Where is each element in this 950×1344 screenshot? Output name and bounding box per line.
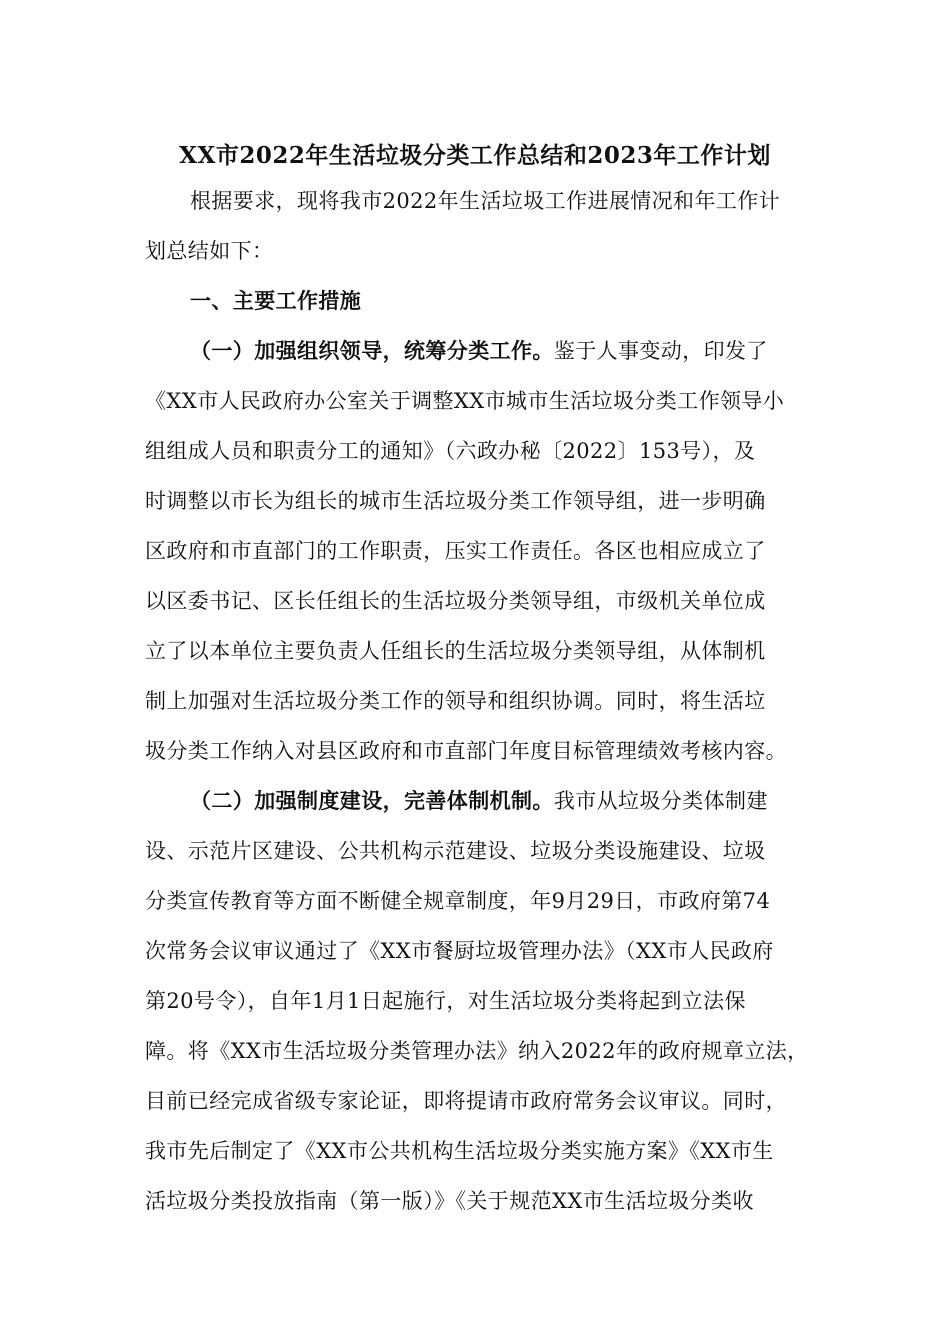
paragraph-line bbox=[190, 336, 768, 366]
document-title: XX市2022年生活垃圾分类工作总结和2023年工作计划 bbox=[179, 142, 771, 169]
paragraph-text: 我市从垃圾分类体制建 bbox=[553, 789, 768, 813]
intro-line: 根据要求，现将我市2022年生活垃圾工作进展情况和年工作计 bbox=[190, 189, 781, 213]
paragraph-line: 区政府和市直部门的工作职责，压实工作责任。各区也相应成立了 bbox=[145, 539, 766, 563]
paragraph-line: 次常务会议审议通过了《XX市餐厨垃圾管理办法》（XX市人民政府 bbox=[145, 939, 774, 963]
intro-line: 划总结如下： bbox=[145, 239, 274, 263]
paragraph-line: 我市先后制定了《XX市公共机构生活垃圾分类实施方案》《XX市生 bbox=[145, 1139, 774, 1163]
paragraph-line: 以区委书记、区长任组长的生活垃圾分类领导组，市级机关单位成 bbox=[145, 589, 766, 613]
section-heading: 一、主要工作措施 bbox=[190, 288, 362, 313]
paragraph-line: 时调整以市长为组长的城市生活垃圾分类工作领导组，进一步明确 bbox=[145, 489, 766, 513]
paragraph-line: 圾分类工作纳入对县区政府和市直部门年度目标管理绩效考核内容。 bbox=[145, 739, 787, 763]
paragraph-line: 立了以本单位主要负责人任组长的生活垃圾分类领导组，从体制机 bbox=[145, 639, 766, 663]
paragraph-line: 目前已经完成省级专家论证，即将提请市政府常务会议审议。同时， bbox=[145, 1089, 787, 1113]
paragraph-line bbox=[190, 786, 768, 816]
paragraph-line: 第20号令），自年1月1日起施行，对生活垃圾分类将起到立法保 bbox=[145, 989, 746, 1013]
paragraph-text: 鉴于人事变动，印发了 bbox=[553, 339, 768, 363]
paragraph-line: 制上加强对生活垃圾分类工作的领导和组织协调。同时，将生活垃 bbox=[145, 689, 766, 713]
paragraph-line: 活垃圾分类投放指南（第一版）》《关于规范XX市生活垃圾分类收 bbox=[145, 1189, 754, 1213]
paragraph-line: 组组成人员和职责分工的通知》（六政办秘〔2022〕153号），及 bbox=[145, 439, 756, 463]
paragraph-line: 设、示范片区建设、公共机构示范建设、垃圾分类设施建设、垃圾 bbox=[145, 839, 766, 863]
paragraph-lead: （一）加强组织领导，统筹分类工作。 bbox=[190, 338, 554, 363]
paragraph-lead: （二）加强制度建设，完善体制机制。 bbox=[190, 788, 554, 813]
paragraph-line: 分类宣传教育等方面不断健全规章制度，年9月29日，市政府第74 bbox=[145, 889, 771, 913]
paragraph-line: 障。将《XX市生活垃圾分类管理办法》纳入2022年的政府规章立法， bbox=[145, 1039, 809, 1063]
paragraph-line: 《XX市人民政府办公室关于调整XX市城市生活垃圾分类工作领导小 bbox=[145, 389, 785, 413]
